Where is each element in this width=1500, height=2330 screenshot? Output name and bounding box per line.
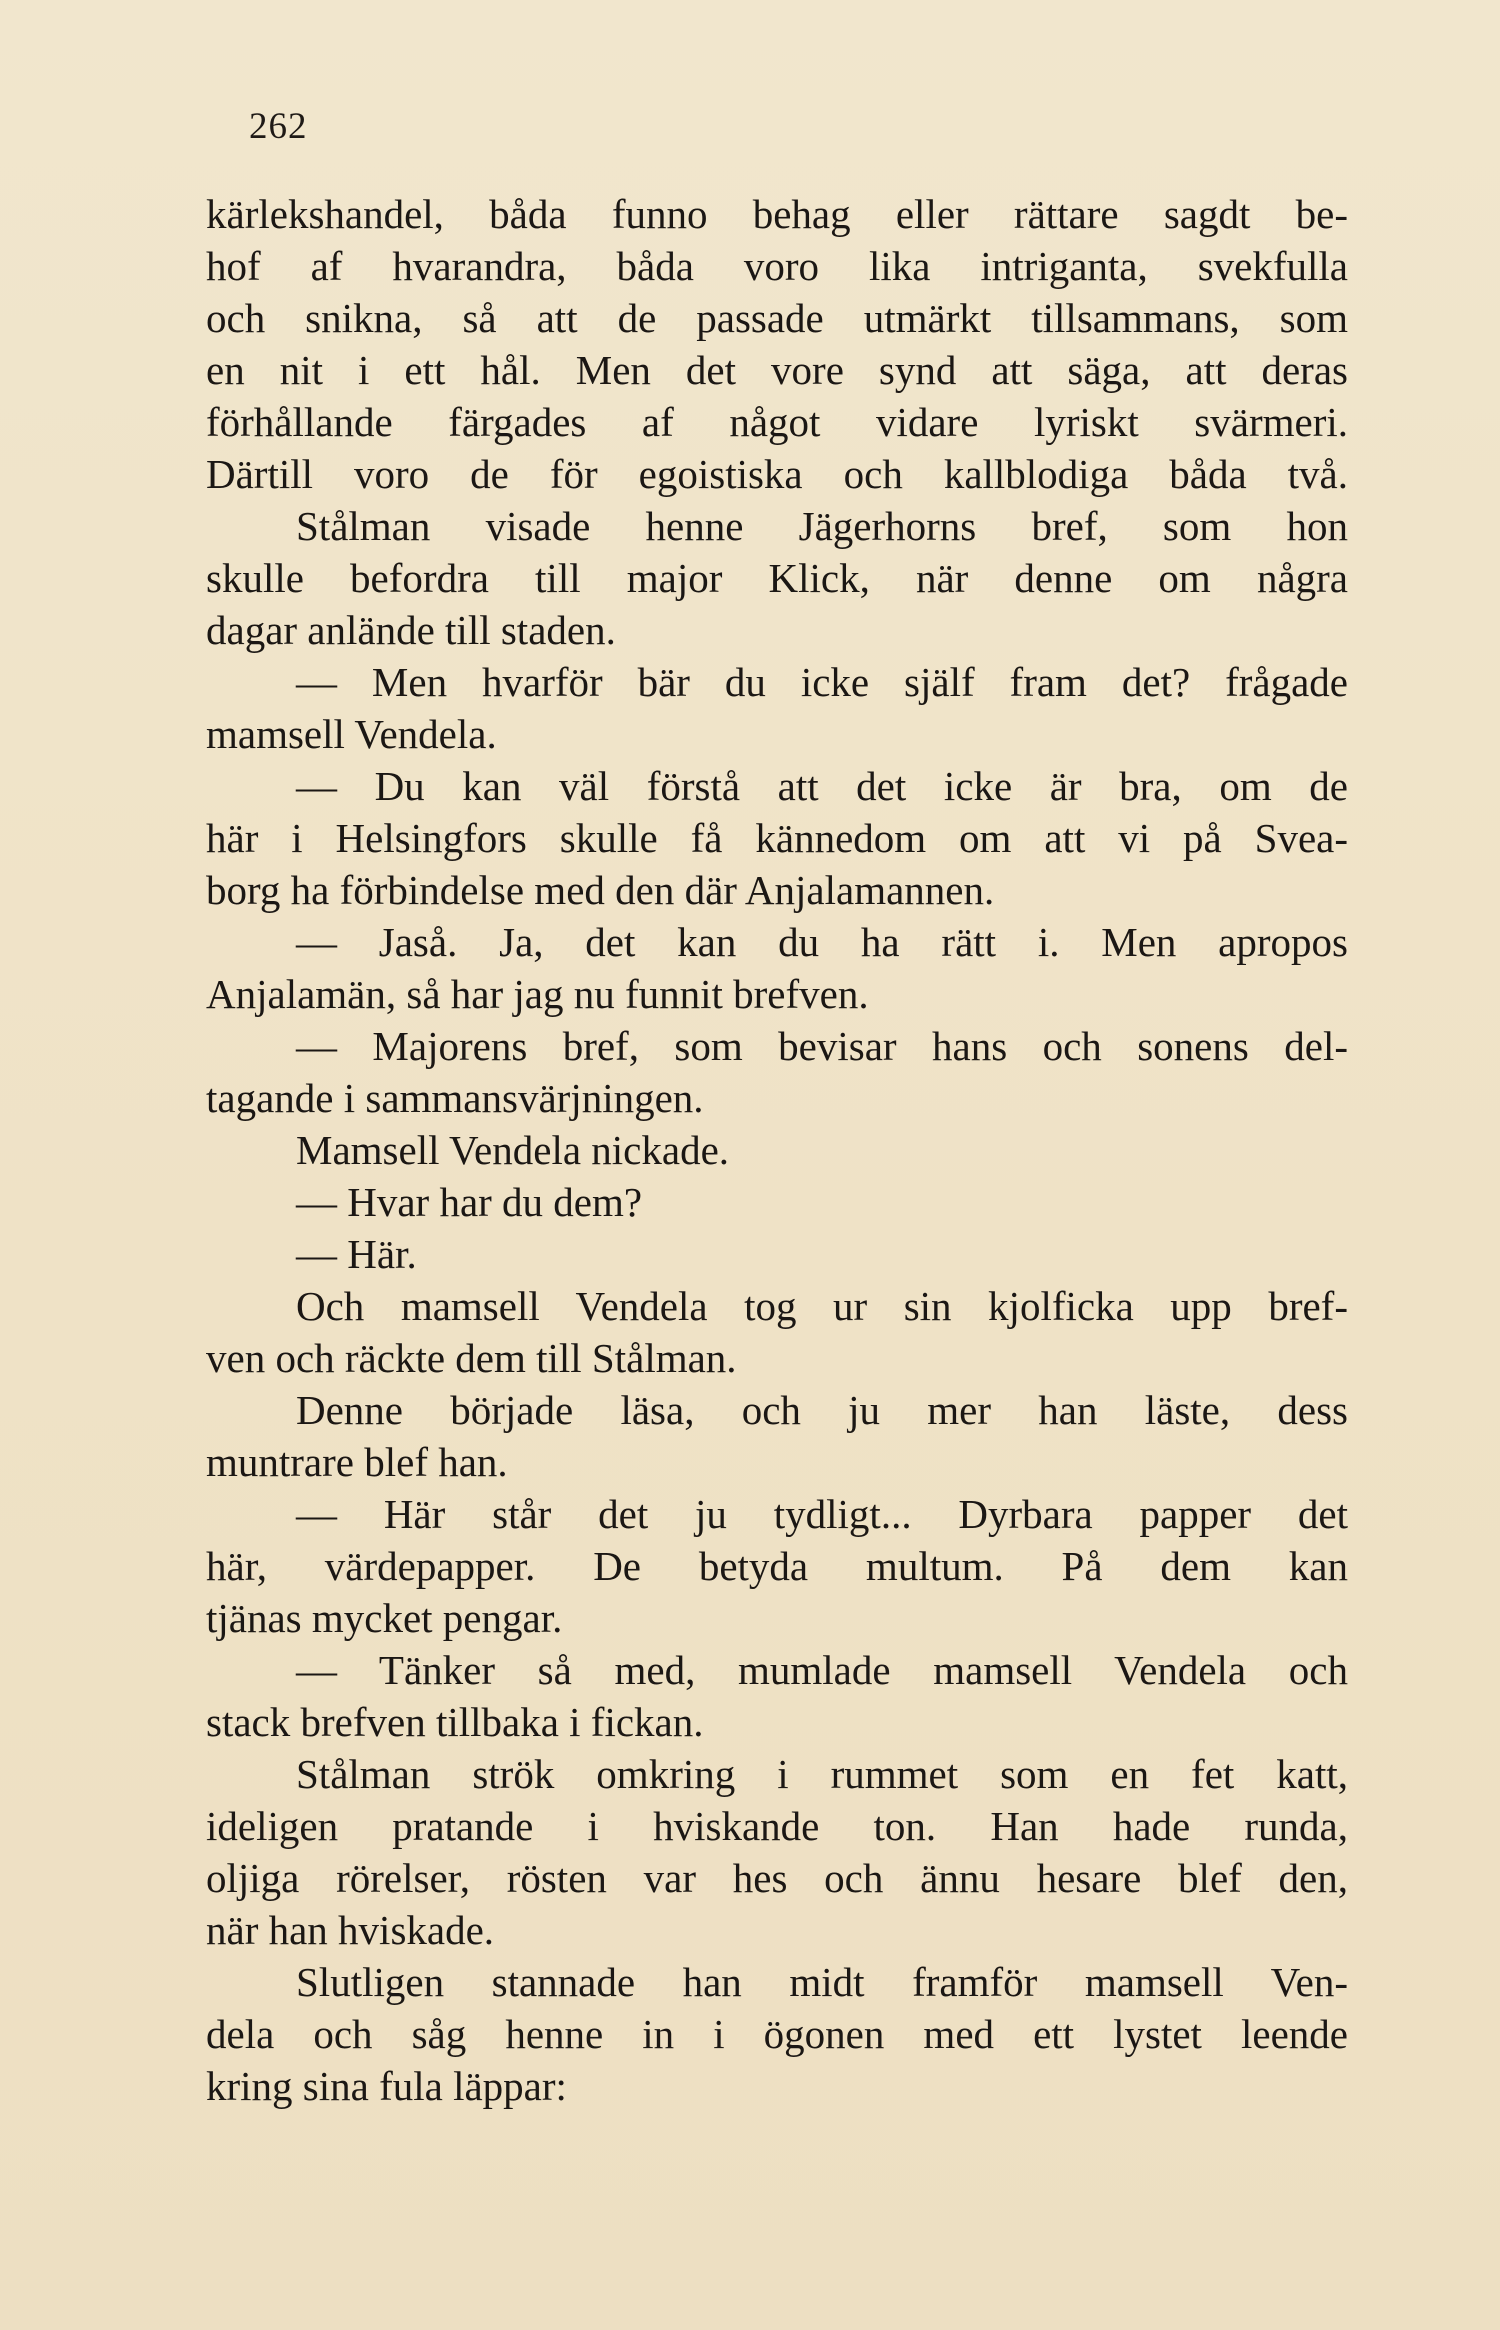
text-line: Mamsell Vendela nickade.: [296, 1127, 730, 1173]
text-line: dagar anlände till staden.: [206, 607, 616, 653]
text-line: — Jaså. Ja, det kan du ha rätt i. Men apropos: [296, 919, 1348, 965]
text-line: — Här står det ju tydligt... Dyrbara papper det: [296, 1491, 1348, 1537]
text-line: Därtill voro de för egoistiska och kallblodiga båda två.: [206, 451, 1348, 497]
text-line: — Men hvarför bär du icke själf fram det? frågade: [296, 659, 1348, 705]
text-line: — Tänker så med, mumlade mamsell Vendela och: [296, 1647, 1348, 1693]
body-text: [206, 188, 1348, 2112]
text-line: Slutligen stannade han midt framför mamsell Ven-: [296, 1959, 1348, 2005]
text-line: kärlekshandel, båda funno behag eller rättare sagdt be-: [206, 191, 1348, 237]
text-line: stack brefven tillbaka i fickan.: [206, 1699, 704, 1745]
text-line: Stålman visade henne Jägerhorns bref, som hon: [296, 503, 1348, 549]
text-line: hof af hvarandra, båda voro lika intriganta, svekfulla: [206, 243, 1348, 289]
text-line: — Hvar har du dem?: [296, 1179, 643, 1225]
text-line: förhållande färgades af något vidare lyriskt svärmeri.: [206, 399, 1348, 445]
page-number: 262: [249, 106, 308, 147]
text-line: Stålman strök omkring i rummet som en fet katt,: [296, 1751, 1348, 1797]
text-line: när han hviskade.: [206, 1907, 495, 1953]
text-line: Och mamsell Vendela tog ur sin kjolficka upp bref-: [296, 1283, 1348, 1329]
text-line: — Majorens bref, som bevisar hans och sonens del-: [296, 1023, 1348, 1069]
text-line: tjänas mycket pengar.: [206, 1595, 563, 1641]
text-line: oljiga rörelser, rösten var hes och ännu hesare blef den,: [206, 1855, 1348, 1901]
text-line: här i Helsingfors skulle få kännedom om att vi på Svea-: [206, 815, 1348, 861]
text-line: muntrare blef han.: [206, 1439, 508, 1485]
text-line: tagande i sammansvärjningen.: [206, 1075, 704, 1121]
text-line: — Här.: [296, 1231, 417, 1277]
text-line: borg ha förbindelse med den där Anjalamannen.: [206, 867, 995, 913]
text-line: mamsell Vendela.: [206, 711, 497, 757]
text-line: ideligen pratande i hviskande ton. Han hade runda,: [206, 1803, 1348, 1849]
text-line: kring sina fula läppar:: [206, 2063, 567, 2109]
text-line: skulle befordra till major Klick, när denne om några: [206, 555, 1348, 601]
text-line: en nit i ett hål. Men det vore synd att säga, att deras: [206, 347, 1348, 393]
text-line: dela och såg henne in i ögonen med ett lystet leende: [206, 2011, 1348, 2057]
text-line: — Du kan väl förstå att det icke är bra, om de: [296, 763, 1348, 809]
text-line: och snikna, så att de passade utmärkt tillsammans, som: [206, 295, 1348, 341]
text-line: Anjalamän, så har jag nu funnit brefven.: [206, 971, 869, 1017]
text-line: här, värdepapper. De betyda multum. På dem kan: [206, 1543, 1348, 1589]
text-line: Denne började läsa, och ju mer han läste, dess: [296, 1387, 1348, 1433]
text-line: ven och räckte dem till Stålman.: [206, 1335, 737, 1381]
